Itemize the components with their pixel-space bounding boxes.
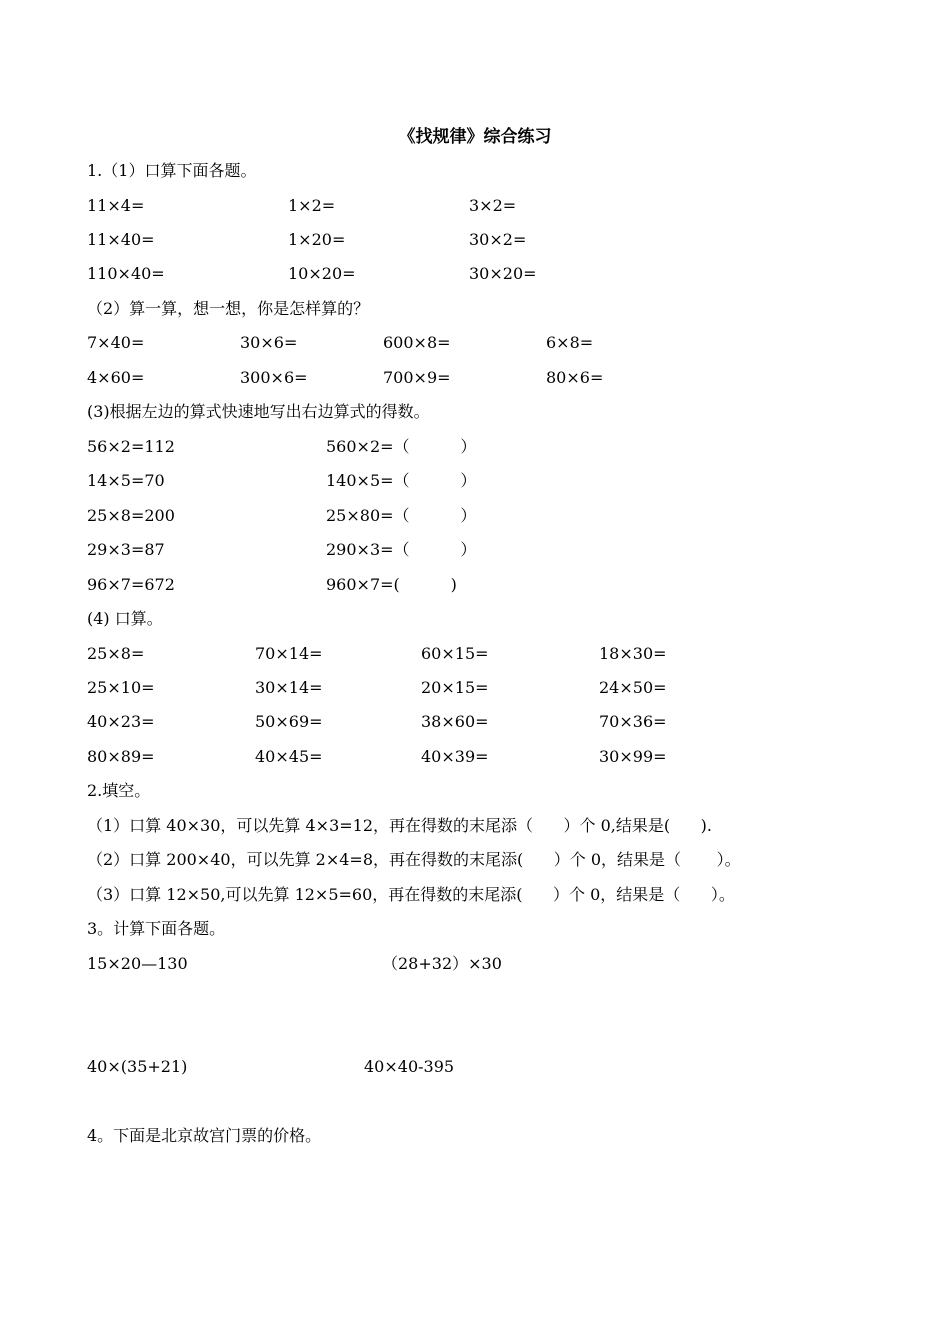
problem: 700×9= (383, 368, 451, 387)
problem: 3×2= (469, 196, 517, 215)
q3-row (0, 1056, 950, 1078)
given-equation: 96×7=672 (87, 575, 175, 594)
given-equation: 14×5=70 (87, 471, 165, 490)
q1-part3-label: (3)根据左边的算式快速地写出右边算式的得数。 (87, 402, 430, 421)
problem: 11×4= (87, 196, 145, 215)
q4-label: 4。下面是北京故宫门票的价格。 (87, 1126, 322, 1145)
given-equation: 25×8=200 (87, 506, 175, 525)
problem: 11×40= (87, 230, 155, 249)
answer-blank[interactable]: 140×5=（ ） (326, 471, 477, 490)
problem: 50×69= (255, 712, 323, 731)
q3-label: 3。计算下面各题。 (87, 919, 226, 938)
problem: 70×36= (599, 712, 667, 731)
answer-blank[interactable]: 25×80=（ ） (326, 506, 477, 525)
q2-fill-item[interactable]: （1）口算 40×30，可以先算 4×3=12，再在得数的末尾添（ ）个 0,结果是( ). (87, 816, 712, 835)
q2-fill-item[interactable]: （3）口算 12×50,可以先算 12×5=60，再在得数的末尾添( ）个 0，结果是（ ）。 (87, 885, 735, 904)
q1-part3-row (0, 436, 950, 458)
problem: 30×99= (599, 747, 667, 766)
problem: 1×2= (288, 196, 336, 215)
q1-part1-row (0, 263, 950, 285)
problem: 600×8= (383, 333, 451, 352)
problem: 70×14= (255, 644, 323, 663)
problem: 80×6= (546, 368, 604, 387)
expression: 40×(35+21) (87, 1057, 188, 1076)
expression: 15×20—130 (87, 954, 188, 973)
problem: 40×39= (421, 747, 489, 766)
problem: 80×89= (87, 747, 155, 766)
q2-fill-item[interactable]: （2）口算 200×40，可以先算 2×4=8，再在得数的末尾添( ）个 0，结果是（ ）。 (87, 850, 741, 869)
q1-part3-row (0, 470, 950, 492)
q1-part2-label: （2）算一算，想一想，你是怎样算的？ (87, 299, 370, 318)
problem: 24×50= (599, 678, 667, 697)
q3-row (0, 953, 950, 975)
problem: 10×20= (288, 264, 356, 283)
q1-part2-row (0, 367, 950, 389)
problem: 25×8= (87, 644, 145, 663)
problem: 18×30= (599, 644, 667, 663)
q1-part1-row (0, 229, 950, 251)
q2-label: 2.填空。 (87, 781, 151, 800)
given-equation: 29×3=87 (87, 540, 165, 559)
problem: 300×6= (240, 368, 308, 387)
q1-part1-row (0, 195, 950, 217)
answer-blank[interactable]: 290×3=（ ） (326, 540, 477, 559)
q1-part4-row (0, 677, 950, 699)
problem: 20×15= (421, 678, 489, 697)
problem: 4×60= (87, 368, 145, 387)
problem: 40×45= (255, 747, 323, 766)
problem: 30×6= (240, 333, 298, 352)
given-equation: 56×2=112 (87, 437, 175, 456)
problem: 1×20= (288, 230, 346, 249)
q1-part3-row (0, 574, 950, 596)
expression: （28+32）×30 (382, 954, 502, 973)
answer-blank[interactable]: 960×7=( ) (326, 575, 457, 594)
q1-part4-row (0, 643, 950, 665)
q1-label: 1.（1）口算下面各题。 (87, 161, 257, 180)
problem: 30×20= (469, 264, 537, 283)
q1-part4-row (0, 746, 950, 768)
worksheet-title: 《找规律》综合练习 (398, 127, 552, 147)
answer-blank[interactable]: 560×2=（ ） (326, 437, 477, 456)
q1-part2-row (0, 332, 950, 354)
q1-part3-row (0, 539, 950, 561)
problem: 25×10= (87, 678, 155, 697)
expression: 40×40-395 (364, 1057, 455, 1076)
problem: 6×8= (546, 333, 594, 352)
problem: 7×40= (87, 333, 145, 352)
problem: 110×40= (87, 264, 165, 283)
q1-part4-label: (4) 口算。 (87, 609, 163, 628)
problem: 40×23= (87, 712, 155, 731)
q1-part3-row (0, 505, 950, 527)
problem: 30×2= (469, 230, 527, 249)
q1-part4-row (0, 711, 950, 733)
problem: 38×60= (421, 712, 489, 731)
problem: 30×14= (255, 678, 323, 697)
problem: 60×15= (421, 644, 489, 663)
